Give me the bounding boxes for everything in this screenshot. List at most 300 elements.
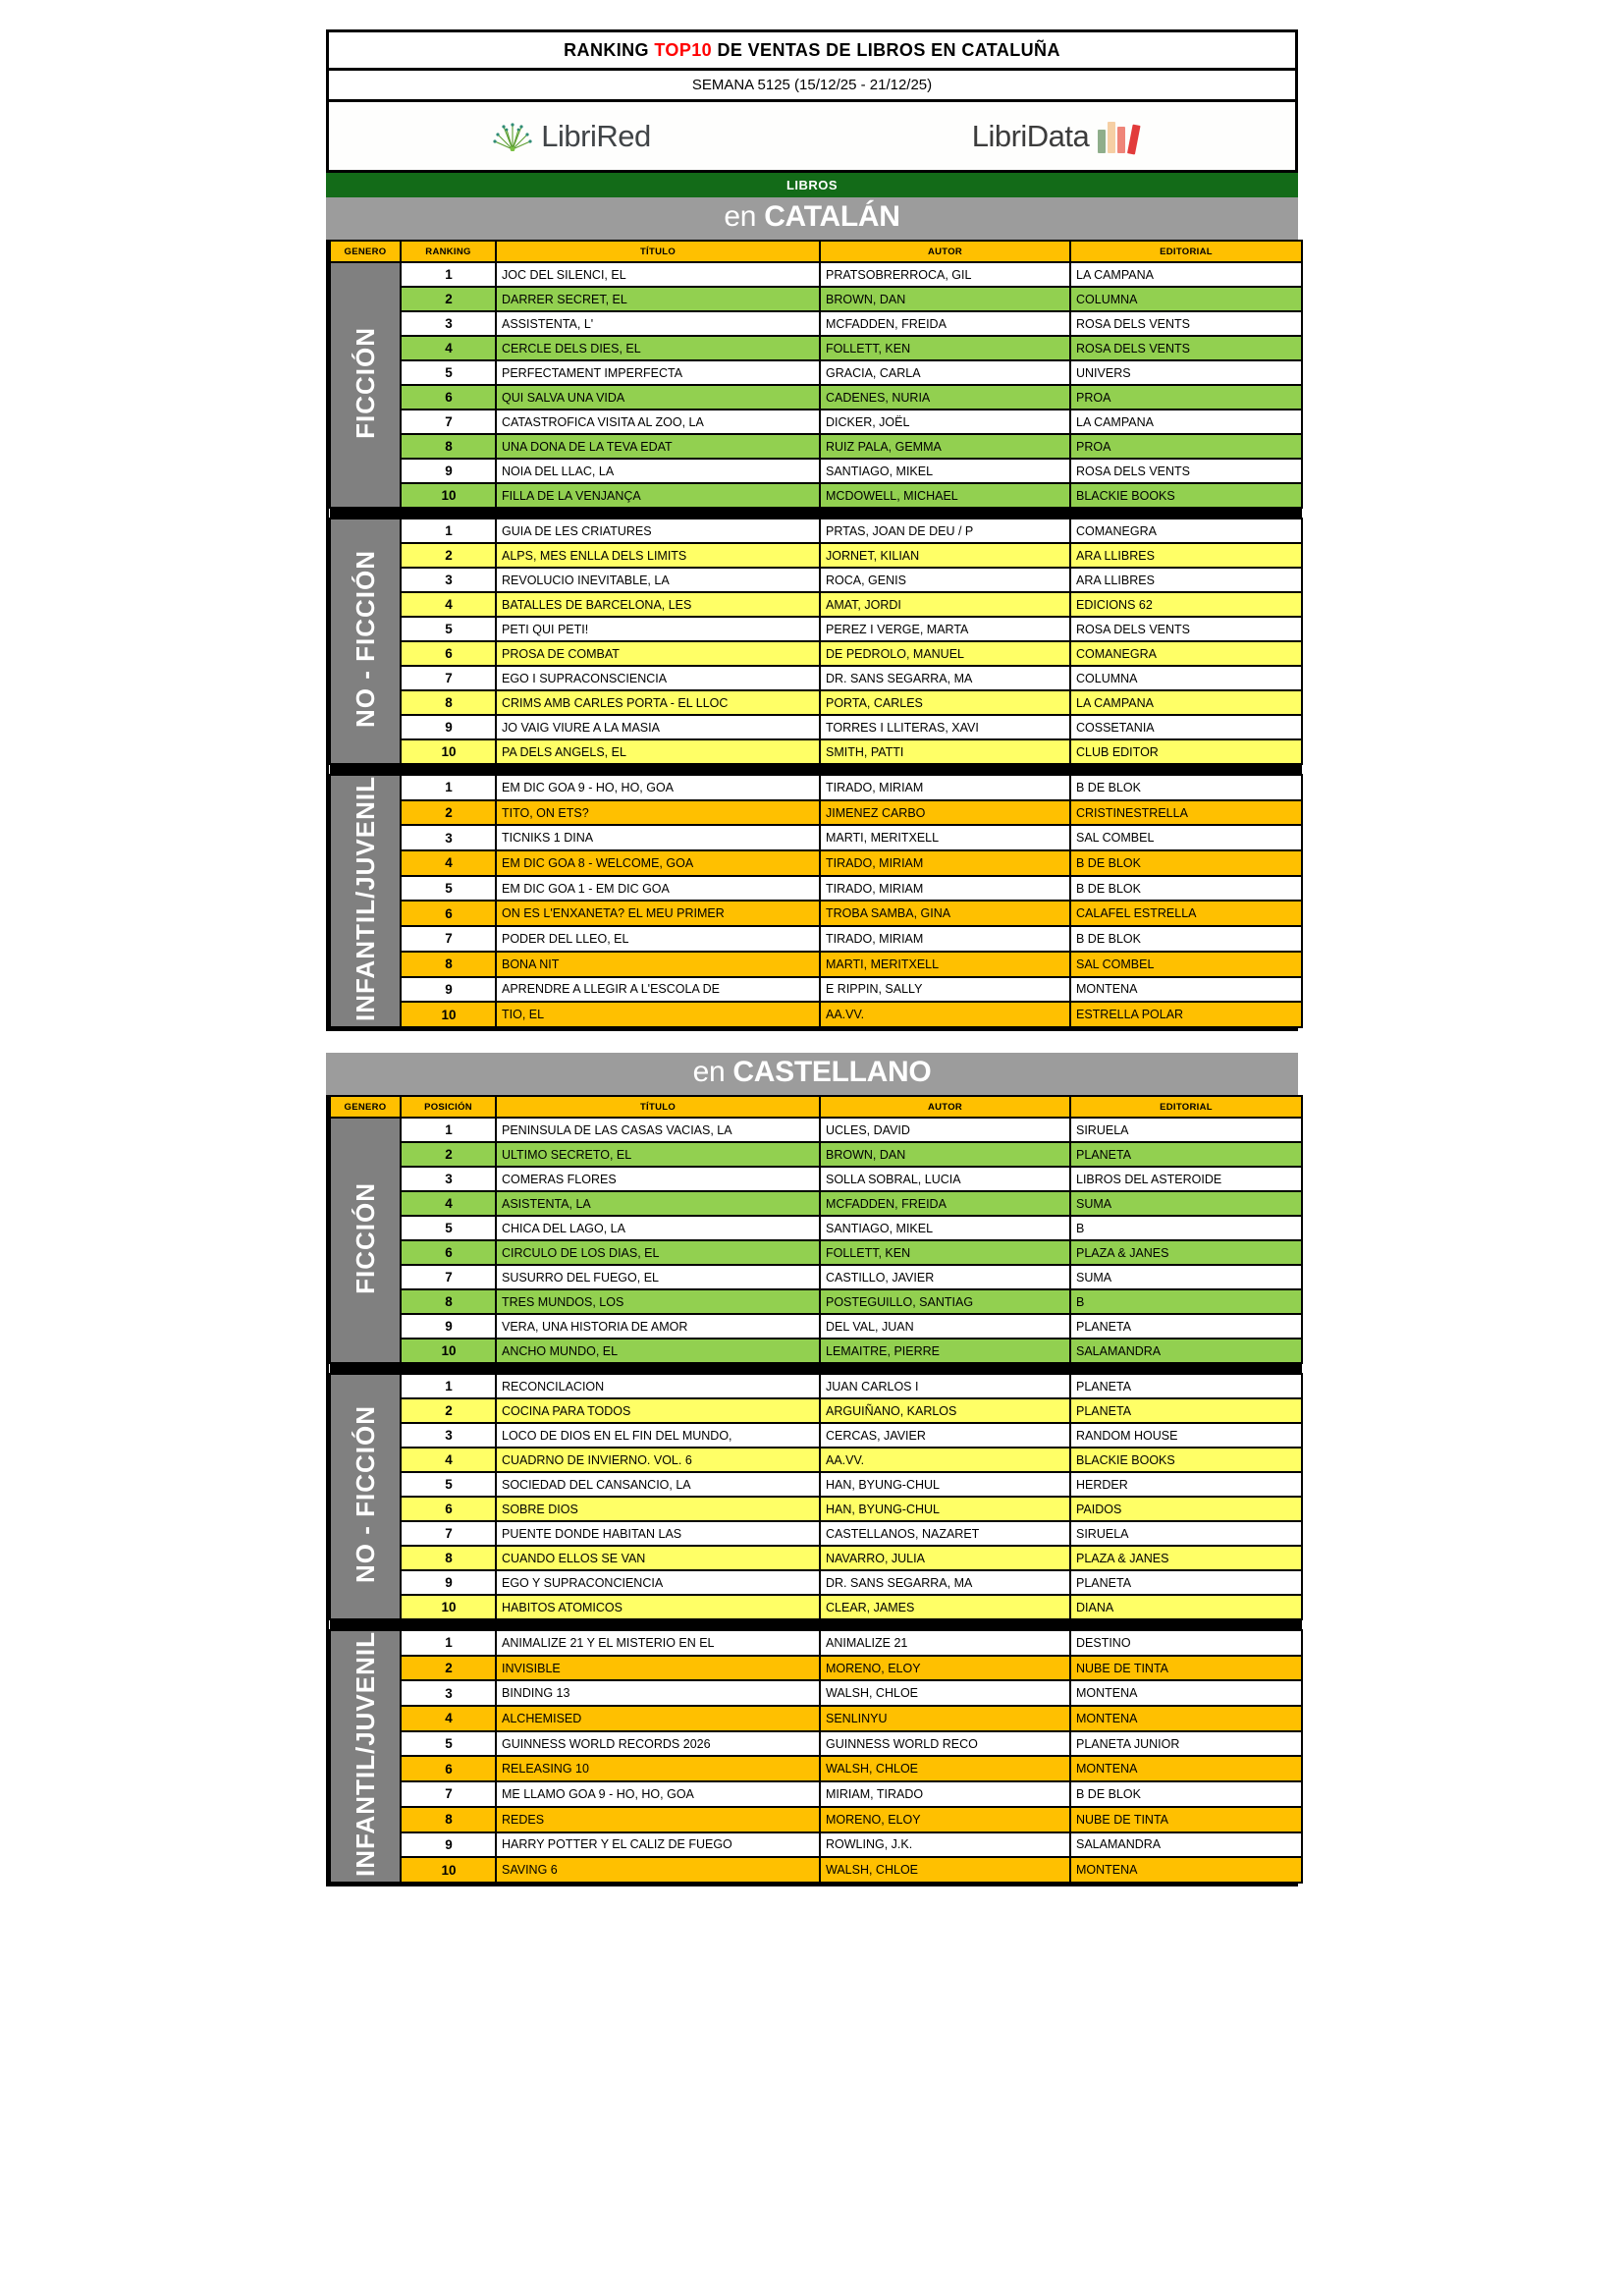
table-row[interactable] <box>330 385 1302 410</box>
book-publisher: PROA <box>1070 434 1302 459</box>
rank-position: 8 <box>401 1807 496 1832</box>
book-publisher: PLAZA & JANES <box>1070 1546 1302 1570</box>
book-publisher: B <box>1070 1216 1302 1240</box>
book-publisher: COLUMNA <box>1070 666 1302 690</box>
rank-position: 8 <box>401 952 496 977</box>
table-row[interactable] <box>330 1142 1302 1167</box>
table-row[interactable] <box>330 1216 1302 1240</box>
column-header-4: EDITORIAL <box>1070 1096 1302 1118</box>
book-author: SENLINYU <box>820 1706 1070 1731</box>
rank-position: 1 <box>401 519 496 543</box>
table-row[interactable] <box>330 825 1302 850</box>
book-author: SANTIAGO, MIKEL <box>820 459 1070 483</box>
book-title: ALPS, MES ENLLA DELS LIMITS <box>496 543 820 568</box>
week-range: SEMANA 5125 (15/12/25 - 21/12/25) <box>329 71 1295 102</box>
language-band <box>326 1053 1298 1095</box>
table-row[interactable] <box>330 1314 1302 1339</box>
book-publisher: NUBE DE TINTA <box>1070 1807 1302 1832</box>
table-row[interactable] <box>330 459 1302 483</box>
table-row[interactable] <box>330 1756 1302 1781</box>
table-row[interactable] <box>330 926 1302 952</box>
genre-label: FICCIÓN <box>350 1181 380 1294</box>
table-row[interactable] <box>330 1656 1302 1681</box>
book-author: HAN, BYUNG-CHUL <box>820 1497 1070 1521</box>
table-row[interactable] <box>330 1731 1302 1757</box>
rank-position: 7 <box>401 666 496 690</box>
book-title: RELEASING 10 <box>496 1756 820 1781</box>
book-author: DE PEDROLO, MANUEL <box>820 641 1070 666</box>
column-header-4: EDITORIAL <box>1070 241 1302 262</box>
book-publisher: B DE BLOK <box>1070 850 1302 876</box>
book-publisher: B DE BLOK <box>1070 775 1302 800</box>
rank-position: 7 <box>401 1521 496 1546</box>
book-title: HABITOS ATOMICOS <box>496 1595 820 1619</box>
table-row[interactable] <box>330 1472 1302 1497</box>
libridata-logo <box>812 119 1295 154</box>
book-author: HAN, BYUNG-CHUL <box>820 1472 1070 1497</box>
book-title: PROSA DE COMBAT <box>496 641 820 666</box>
book-publisher: MONTENA <box>1070 1706 1302 1731</box>
book-publisher: ESTRELLA POLAR <box>1070 1002 1302 1027</box>
logo-row <box>329 102 1295 173</box>
rank-position: 2 <box>401 1142 496 1167</box>
rank-position: 7 <box>401 410 496 434</box>
book-publisher: MONTENA <box>1070 1756 1302 1781</box>
book-publisher: LA CAMPANA <box>1070 262 1302 287</box>
book-title: ALCHEMISED <box>496 1706 820 1731</box>
book-title: SOBRE DIOS <box>496 1497 820 1521</box>
book-publisher: ROSA DELS VENTS <box>1070 617 1302 641</box>
table-row[interactable] <box>330 977 1302 1003</box>
genre-label: INFANTIL/JUVENIL <box>350 1631 380 1878</box>
table-row[interactable] <box>330 1167 1302 1191</box>
language-section <box>326 1053 1298 1886</box>
book-publisher: B DE BLOK <box>1070 926 1302 952</box>
book-author: SANTIAGO, MIKEL <box>820 1216 1070 1240</box>
book-author: GUINNESS WORLD RECO <box>820 1731 1070 1757</box>
book-title: HARRY POTTER Y EL CALIZ DE FUEGO <box>496 1832 820 1858</box>
book-publisher: COLUMNA <box>1070 287 1302 311</box>
section-gap <box>326 1031 1298 1053</box>
rank-position: 5 <box>401 1731 496 1757</box>
book-title: FILLA DE LA VENJANÇA <box>496 483 820 508</box>
book-author: RUIZ PALA, GEMMA <box>820 434 1070 459</box>
book-publisher: COMANEGRA <box>1070 641 1302 666</box>
language-band-prefix: en <box>724 200 765 233</box>
book-author: AMAT, JORDI <box>820 592 1070 617</box>
book-title: LOCO DE DIOS EN EL FIN DEL MUNDO, <box>496 1423 820 1448</box>
rank-position: 10 <box>401 1595 496 1619</box>
book-title: TICNIKS 1 DINA <box>496 825 820 850</box>
rank-position: 4 <box>401 592 496 617</box>
book-title: BINDING 13 <box>496 1680 820 1706</box>
rank-position: 4 <box>401 1191 496 1216</box>
table-row[interactable] <box>330 690 1302 715</box>
table-row[interactable] <box>330 952 1302 977</box>
book-author: DEL VAL, JUAN <box>820 1314 1070 1339</box>
book-title: CIRCULO DE LOS DIAS, EL <box>496 1240 820 1265</box>
rank-position: 1 <box>401 775 496 800</box>
book-author: MARTI, MERITXELL <box>820 952 1070 977</box>
book-author: FOLLETT, KEN <box>820 336 1070 360</box>
book-author: PRTAS, JOAN DE DEU / P <box>820 519 1070 543</box>
table-row[interactable] <box>330 1339 1302 1363</box>
book-author: CERCAS, JAVIER <box>820 1423 1070 1448</box>
table-row[interactable] <box>330 1423 1302 1448</box>
ranking-table-frame <box>326 1095 1298 1886</box>
book-publisher: MONTENA <box>1070 977 1302 1003</box>
table-row[interactable] <box>330 617 1302 641</box>
table-row[interactable] <box>330 715 1302 739</box>
rank-position: 6 <box>401 641 496 666</box>
book-publisher: MONTENA <box>1070 1680 1302 1706</box>
book-title: PENINSULA DE LAS CASAS VACIAS, LA <box>496 1118 820 1142</box>
book-author: E RIPPIN, SALLY <box>820 977 1070 1003</box>
table-row[interactable] <box>330 483 1302 508</box>
table-row[interactable] <box>330 336 1302 360</box>
rank-position: 5 <box>401 1216 496 1240</box>
book-publisher: PLANETA <box>1070 1398 1302 1423</box>
table-row[interactable] <box>330 1118 1302 1142</box>
table-row[interactable] <box>330 543 1302 568</box>
book-publisher: LIBROS DEL ASTEROIDE <box>1070 1167 1302 1191</box>
book-title: EM DIC GOA 8 - WELCOME, GOA <box>496 850 820 876</box>
book-author: BROWN, DAN <box>820 287 1070 311</box>
book-author: TIRADO, MIRIAM <box>820 775 1070 800</box>
book-publisher: SAL COMBEL <box>1070 825 1302 850</box>
rank-position: 1 <box>401 1630 496 1656</box>
rank-position: 6 <box>401 1497 496 1521</box>
column-header-1: POSICIÓN <box>401 1096 496 1118</box>
book-author: ARGUIÑANO, KARLOS <box>820 1398 1070 1423</box>
librired-logo <box>329 119 812 154</box>
book-author: LEMAITRE, PIERRE <box>820 1339 1070 1363</box>
table-row[interactable] <box>330 775 1302 800</box>
rank-position: 3 <box>401 1680 496 1706</box>
book-title: ASISTENTA, LA <box>496 1191 820 1216</box>
book-author: SOLLA SOBRAL, LUCIA <box>820 1167 1070 1191</box>
book-publisher: SIRUELA <box>1070 1118 1302 1142</box>
column-header-0: GENERO <box>330 241 401 262</box>
book-author: CADENES, NURIA <box>820 385 1070 410</box>
book-title: GUINNESS WORLD RECORDS 2026 <box>496 1731 820 1757</box>
book-author: MORENO, ELOY <box>820 1807 1070 1832</box>
book-author: SMITH, PATTI <box>820 739 1070 764</box>
book-publisher: DESTINO <box>1070 1630 1302 1656</box>
table-row[interactable] <box>330 1546 1302 1570</box>
rank-position: 5 <box>401 617 496 641</box>
rank-position: 9 <box>401 715 496 739</box>
ranking-sections <box>326 173 1298 1886</box>
table-row[interactable] <box>330 1497 1302 1521</box>
group-separator <box>330 1619 1302 1630</box>
title-prefix: RANKING <box>564 40 655 60</box>
book-author: ROWLING, J.K. <box>820 1832 1070 1858</box>
book-title: ANCHO MUNDO, EL <box>496 1339 820 1363</box>
language-section <box>326 173 1298 1031</box>
book-publisher: SAL COMBEL <box>1070 952 1302 977</box>
librired-wordmark: LibriRed <box>541 118 651 153</box>
table-row[interactable] <box>330 1265 1302 1289</box>
book-title: ON ES L'ENXANETA? EL MEU PRIMER <box>496 901 820 926</box>
column-header-0: GENERO <box>330 1096 401 1118</box>
book-title: PODER DEL LLEO, EL <box>496 926 820 952</box>
book-publisher: SIRUELA <box>1070 1521 1302 1546</box>
rank-position: 6 <box>401 385 496 410</box>
table-row[interactable] <box>330 592 1302 617</box>
book-author: MIRIAM, TIRADO <box>820 1781 1070 1807</box>
language-band-prefix: en <box>692 1056 733 1089</box>
table-row[interactable] <box>330 641 1302 666</box>
book-author: WALSH, CHLOE <box>820 1680 1070 1706</box>
rank-position: 9 <box>401 1314 496 1339</box>
rank-position: 9 <box>401 1570 496 1595</box>
book-publisher: LA CAMPANA <box>1070 410 1302 434</box>
book-author: CASTELLANOS, NAZARET <box>820 1521 1070 1546</box>
rank-position: 3 <box>401 311 496 336</box>
table-row[interactable] <box>330 1570 1302 1595</box>
table-row[interactable] <box>330 1191 1302 1216</box>
rank-position: 4 <box>401 336 496 360</box>
book-publisher: PLANETA <box>1070 1142 1302 1167</box>
rank-position: 9 <box>401 459 496 483</box>
book-author: POSTEGUILLO, SANTIAG <box>820 1289 1070 1314</box>
book-title: COCINA PARA TODOS <box>496 1398 820 1423</box>
book-publisher: NUBE DE TINTA <box>1070 1656 1302 1681</box>
book-author: NAVARRO, JULIA <box>820 1546 1070 1570</box>
genre-label-cell <box>330 519 401 764</box>
rank-position: 10 <box>401 483 496 508</box>
book-title: CERCLE DELS DIES, EL <box>496 336 820 360</box>
book-publisher: COMANEGRA <box>1070 519 1302 543</box>
rank-position: 9 <box>401 977 496 1003</box>
table-row[interactable] <box>330 1706 1302 1731</box>
book-author: DR. SANS SEGARRA, MA <box>820 1570 1070 1595</box>
book-publisher: PAIDOS <box>1070 1497 1302 1521</box>
book-author: AA.VV. <box>820 1002 1070 1027</box>
book-author: UCLES, DAVID <box>820 1118 1070 1142</box>
table-row[interactable] <box>330 1240 1302 1265</box>
book-publisher: B DE BLOK <box>1070 876 1302 902</box>
book-title: RECONCILACION <box>496 1374 820 1398</box>
table-row[interactable] <box>330 1832 1302 1858</box>
book-title: COMERAS FLORES <box>496 1167 820 1191</box>
column-header-2: TÍTULO <box>496 1096 820 1118</box>
group-separator <box>330 508 1302 519</box>
book-publisher: SUMA <box>1070 1265 1302 1289</box>
rank-position: 6 <box>401 901 496 926</box>
book-author: MCFADDEN, FREIDA <box>820 1191 1070 1216</box>
rank-position: 4 <box>401 1448 496 1472</box>
table-row[interactable] <box>330 1398 1302 1423</box>
language-band-name: CATALÁN <box>764 200 900 233</box>
genre-label-cell <box>330 1374 401 1619</box>
rank-position: 8 <box>401 1546 496 1570</box>
book-author: ANIMALIZE 21 <box>820 1630 1070 1656</box>
rank-position: 1 <box>401 1374 496 1398</box>
book-title: SUSURRO DEL FUEGO, EL <box>496 1265 820 1289</box>
book-title: BONA NIT <box>496 952 820 977</box>
book-author: GRACIA, CARLA <box>820 360 1070 385</box>
book-publisher: UNIVERS <box>1070 360 1302 385</box>
book-title: EM DIC GOA 9 - HO, HO, GOA <box>496 775 820 800</box>
book-author: FOLLETT, KEN <box>820 1240 1070 1265</box>
rank-position: 10 <box>401 1339 496 1363</box>
table-row[interactable] <box>330 568 1302 592</box>
rank-position: 7 <box>401 1781 496 1807</box>
book-title: CRIMS AMB CARLES PORTA - EL LLOC <box>496 690 820 715</box>
ranking-table-frame <box>326 240 1298 1031</box>
table-row[interactable] <box>330 850 1302 876</box>
rank-position: 2 <box>401 287 496 311</box>
table-row[interactable] <box>330 1781 1302 1807</box>
rank-position: 8 <box>401 1289 496 1314</box>
rank-position: 2 <box>401 800 496 826</box>
book-title: EM DIC GOA 1 - EM DIC GOA <box>496 876 820 902</box>
genre-label-cell <box>330 262 401 508</box>
book-author: CLEAR, JAMES <box>820 1595 1070 1619</box>
book-publisher: SALAMANDRA <box>1070 1339 1302 1363</box>
book-title: PERFECTAMENT IMPERFECTA <box>496 360 820 385</box>
table-row[interactable] <box>330 1521 1302 1546</box>
book-author: JIMENEZ CARBO <box>820 800 1070 826</box>
rank-position: 5 <box>401 360 496 385</box>
book-publisher: ROSA DELS VENTS <box>1070 311 1302 336</box>
title-accent: TOP10 <box>654 40 713 60</box>
book-author: PRATSOBRERROCA, GIL <box>820 262 1070 287</box>
table-row[interactable] <box>330 901 1302 926</box>
book-publisher: MONTENA <box>1070 1857 1302 1883</box>
group-separator <box>330 1363 1302 1374</box>
rank-position: 7 <box>401 1265 496 1289</box>
book-publisher: ARA LLIBRES <box>1070 543 1302 568</box>
book-publisher: BLACKIE BOOKS <box>1070 1448 1302 1472</box>
table-row[interactable] <box>330 1595 1302 1619</box>
table-row[interactable] <box>330 1002 1302 1027</box>
book-author: CASTILLO, JAVIER <box>820 1265 1070 1289</box>
book-title: GUIA DE LES CRIATURES <box>496 519 820 543</box>
table-row[interactable] <box>330 666 1302 690</box>
rank-position: 9 <box>401 1832 496 1858</box>
book-title: ANIMALIZE 21 Y EL MISTERIO EN EL <box>496 1630 820 1656</box>
rank-position: 3 <box>401 568 496 592</box>
rank-position: 3 <box>401 825 496 850</box>
genre-label: INFANTIL/JUVENIL <box>350 776 380 1022</box>
page-title <box>329 32 1295 71</box>
book-publisher: HERDER <box>1070 1472 1302 1497</box>
book-title: INVISIBLE <box>496 1656 820 1681</box>
book-title: VERA, UNA HISTORIA DE AMOR <box>496 1314 820 1339</box>
rank-position: 3 <box>401 1167 496 1191</box>
book-author: ROCA, GENIS <box>820 568 1070 592</box>
ranking-table <box>329 1095 1303 1884</box>
book-author: WALSH, CHLOE <box>820 1857 1070 1883</box>
table-row[interactable] <box>330 360 1302 385</box>
rank-position: 4 <box>401 850 496 876</box>
book-title: SOCIEDAD DEL CANSANCIO, LA <box>496 1472 820 1497</box>
book-author: DICKER, JOËL <box>820 410 1070 434</box>
book-author: TORRES I LLITERAS, XAVI <box>820 715 1070 739</box>
rank-position: 10 <box>401 1002 496 1027</box>
table-row[interactable] <box>330 739 1302 764</box>
book-title: REVOLUCIO INEVITABLE, LA <box>496 568 820 592</box>
book-title: JO VAIG VIURE A LA MASIA <box>496 715 820 739</box>
table-row[interactable] <box>330 262 1302 287</box>
book-title: REDES <box>496 1807 820 1832</box>
book-title: CUADRNO DE INVIERNO. VOL. 6 <box>496 1448 820 1472</box>
book-publisher: B DE BLOK <box>1070 1781 1302 1807</box>
table-row[interactable] <box>330 1680 1302 1706</box>
table-row[interactable] <box>330 1289 1302 1314</box>
table-row[interactable] <box>330 1807 1302 1832</box>
book-author: TIRADO, MIRIAM <box>820 876 1070 902</box>
book-title: APRENDRE A LLEGIR A L'ESCOLA DE <box>496 977 820 1003</box>
rank-position: 7 <box>401 926 496 952</box>
table-row[interactable] <box>330 311 1302 336</box>
table-row[interactable] <box>330 519 1302 543</box>
genre-label: NO - FICCIÓN <box>350 1405 380 1584</box>
document-header <box>326 29 1298 173</box>
book-author: MORENO, ELOY <box>820 1656 1070 1681</box>
rank-position: 3 <box>401 1423 496 1448</box>
book-publisher: DIANA <box>1070 1595 1302 1619</box>
rank-position: 1 <box>401 1118 496 1142</box>
book-author: TROBA SAMBA, GINA <box>820 901 1070 926</box>
table-row[interactable] <box>330 1857 1302 1883</box>
table-row[interactable] <box>330 800 1302 826</box>
column-header-2: TÍTULO <box>496 241 820 262</box>
book-title: SAVING 6 <box>496 1857 820 1883</box>
table-row[interactable] <box>330 1374 1302 1398</box>
ranking-table <box>329 240 1303 1028</box>
book-publisher: B <box>1070 1289 1302 1314</box>
table-row[interactable] <box>330 1448 1302 1472</box>
book-author: MCDOWELL, MICHAEL <box>820 483 1070 508</box>
books-stack-icon <box>1098 120 1135 153</box>
book-publisher: LA CAMPANA <box>1070 690 1302 715</box>
rank-position: 4 <box>401 1706 496 1731</box>
rank-position: 2 <box>401 1656 496 1681</box>
table-row[interactable] <box>330 287 1302 311</box>
table-row[interactable] <box>330 1630 1302 1656</box>
book-title: ASSISTENTA, L' <box>496 311 820 336</box>
book-title: PUENTE DONDE HABITAN LAS <box>496 1521 820 1546</box>
column-header-3: AUTOR <box>820 1096 1070 1118</box>
language-band <box>326 197 1298 240</box>
table-row[interactable] <box>330 410 1302 434</box>
genre-label-cell <box>330 1118 401 1363</box>
book-author: AA.VV. <box>820 1448 1070 1472</box>
book-publisher: ROSA DELS VENTS <box>1070 336 1302 360</box>
book-publisher: ROSA DELS VENTS <box>1070 459 1302 483</box>
rank-position: 5 <box>401 876 496 902</box>
book-author: TIRADO, MIRIAM <box>820 926 1070 952</box>
book-title: TITO, ON ETS? <box>496 800 820 826</box>
book-author: JUAN CARLOS I <box>820 1374 1070 1398</box>
book-publisher: PLANETA <box>1070 1374 1302 1398</box>
book-author: BROWN, DAN <box>820 1142 1070 1167</box>
book-title: UNA DONA DE LA TEVA EDAT <box>496 434 820 459</box>
column-header-3: AUTOR <box>820 241 1070 262</box>
book-publisher: SALAMANDRA <box>1070 1832 1302 1858</box>
book-title: QUI SALVA UNA VIDA <box>496 385 820 410</box>
table-row[interactable] <box>330 434 1302 459</box>
table-row[interactable] <box>330 876 1302 902</box>
book-author: MARTI, MERITXELL <box>820 825 1070 850</box>
book-title: ME LLAMO GOA 9 - HO, HO, GOA <box>496 1781 820 1807</box>
book-publisher: EDICIONS 62 <box>1070 592 1302 617</box>
libros-band: LIBROS <box>326 173 1298 197</box>
